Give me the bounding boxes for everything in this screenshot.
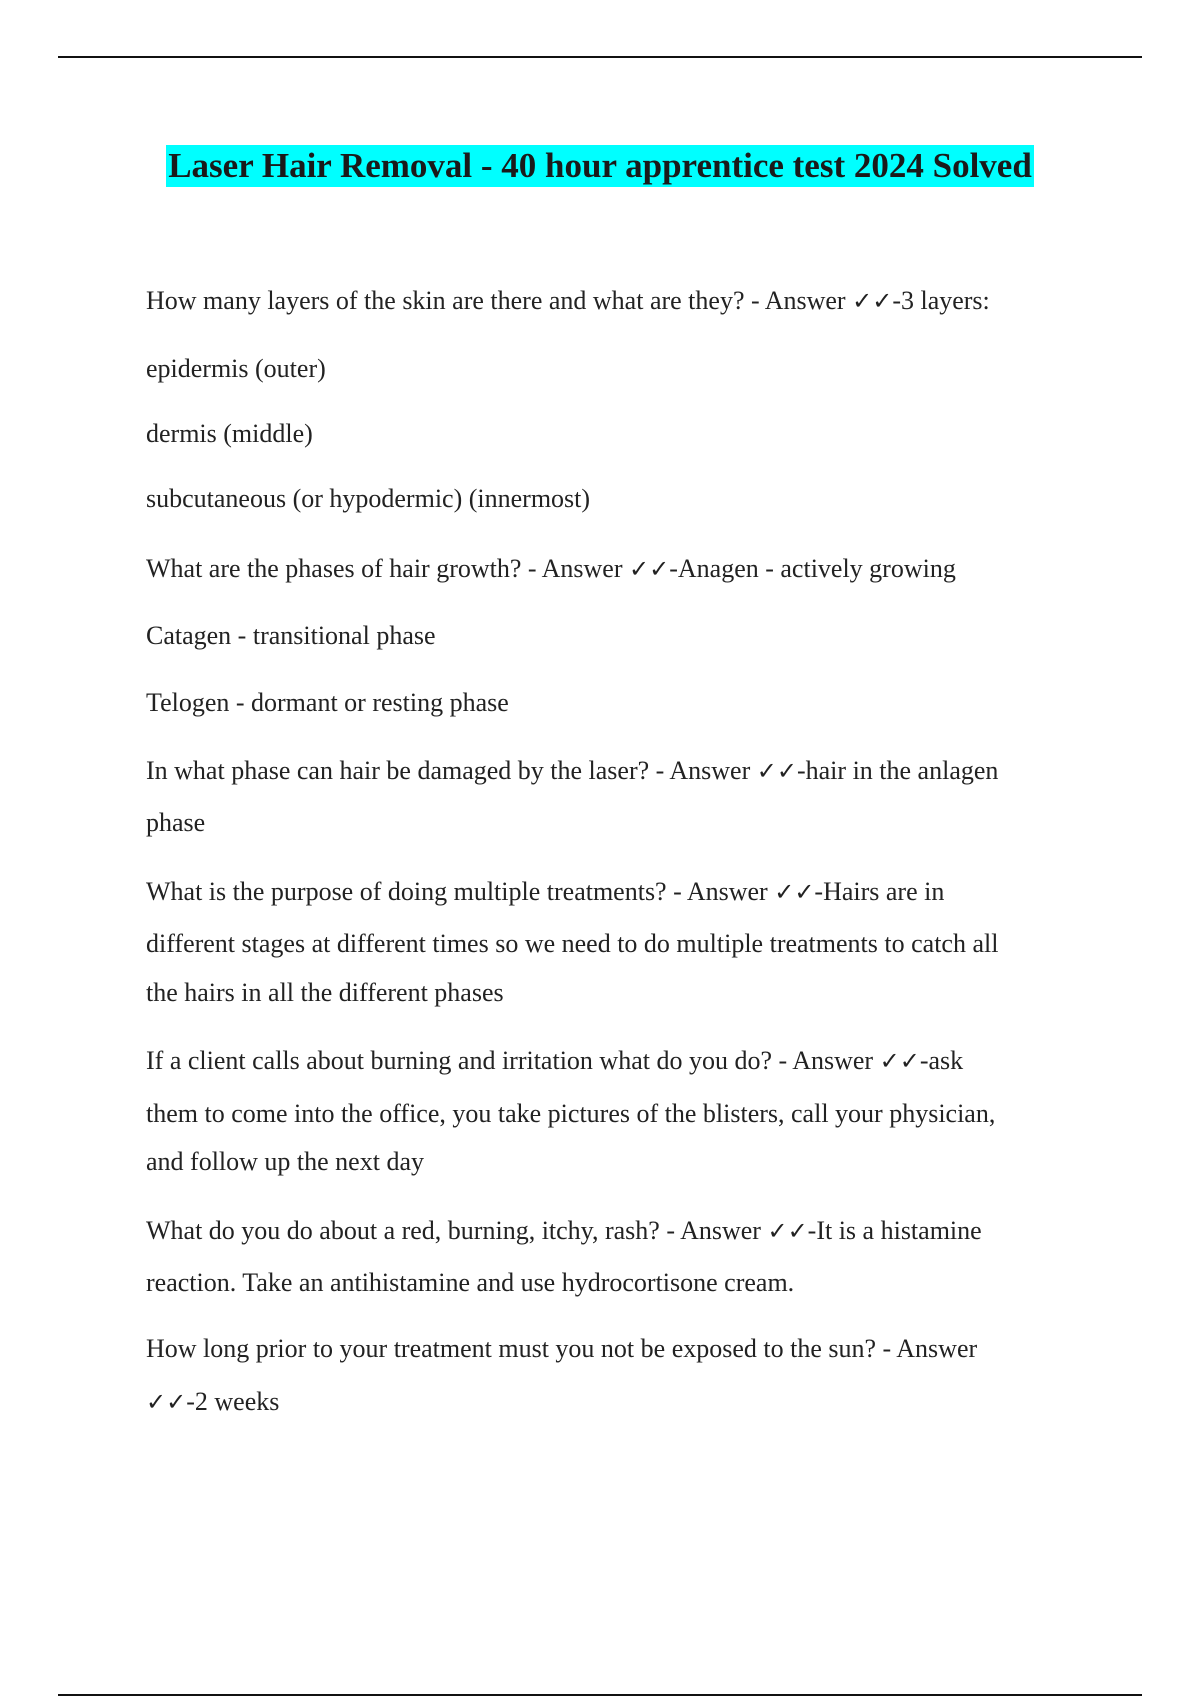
- double-check-icon: ✓✓: [146, 1388, 187, 1416]
- qa-2-answer-line: Telogen - dormant or resting phase: [146, 688, 509, 717]
- qa-6-answer-line: reaction. Take an antihistamine and use hydrocortisone cream.: [146, 1268, 795, 1297]
- qa-2-question: What are the phases of hair growth? -: [146, 554, 542, 583]
- qa-5-answer-line: and follow up the next day: [146, 1147, 424, 1176]
- double-check-icon: ✓✓: [774, 878, 815, 906]
- double-check-icon: ✓✓: [767, 1217, 808, 1245]
- double-check-icon: ✓✓: [629, 555, 670, 583]
- qa-3-answer: -hair in the anlagen: [796, 756, 999, 785]
- qa-7-answer-line: [146, 1387, 279, 1417]
- answer-label: Answer: [541, 554, 623, 583]
- answer-label: Answer: [686, 877, 768, 906]
- qa-4-answer: -Hairs are in: [814, 877, 945, 906]
- title-block: [0, 145, 1200, 187]
- qa-1-question-line: [146, 286, 990, 316]
- qa-5-answer: -ask: [919, 1046, 964, 1075]
- qa-7-question: How long prior to your treatment must you not be exposed to the sun? -: [146, 1334, 897, 1363]
- answer-label: Answer: [669, 756, 751, 785]
- qa-6-question-line: [146, 1216, 982, 1246]
- qa-7-answer: -2 weeks: [186, 1387, 280, 1416]
- top-rule: [58, 56, 1142, 58]
- qa-1-answer-line: subcutaneous (or hypodermic) (innermost): [146, 484, 591, 513]
- answer-label: Answer: [680, 1216, 761, 1245]
- double-check-icon: ✓✓: [879, 1047, 920, 1075]
- qa-6-question: What do you do about a red, burning, itchy, rash? -: [146, 1216, 681, 1245]
- qa-5-answer-line: them to come into the office, you take pictures of the blisters, call your physician,: [146, 1099, 996, 1128]
- qa-2-answer-line: Catagen - transitional phase: [146, 621, 436, 650]
- document-title: Laser Hair Removal - 40 hour apprentice test 2024 Solved: [168, 146, 1032, 185]
- qa-3-question: In what phase can hair be damaged by the laser? -: [146, 756, 670, 785]
- qa-1-question: How many layers of the skin are there and what are they? -: [146, 286, 765, 315]
- qa-4-question: What is the purpose of doing multiple treatments? -: [146, 877, 687, 906]
- qa-1-answer-line: dermis (middle): [146, 419, 313, 448]
- qa-5-question: If a client calls about burning and irritation what do you do? -: [146, 1046, 793, 1075]
- qa-1-answer-line: epidermis (outer): [146, 354, 326, 383]
- double-check-icon: ✓✓: [756, 757, 797, 785]
- qa-5-question-line: [146, 1046, 963, 1076]
- qa-6-answer: -It is a histamine: [807, 1216, 982, 1245]
- qa-4-answer-line: different stages at different times so we need to do multiple treatments to catch all: [146, 929, 999, 958]
- qa-2-question-line: [146, 554, 956, 584]
- qa-2-answer: -Anagen - actively growing: [669, 554, 956, 583]
- answer-label: Answer: [764, 286, 846, 315]
- qa-3-question-line: [146, 756, 998, 786]
- bottom-rule: [58, 1694, 1142, 1696]
- qa-4-question-line: [146, 877, 944, 907]
- qa-1-answer: -3 layers:: [892, 286, 990, 315]
- answer-label: Answer: [792, 1046, 874, 1075]
- double-check-icon: ✓✓: [852, 287, 893, 315]
- qa-4-answer-line: the hairs in all the different phases: [146, 978, 504, 1007]
- answer-label: Answer: [896, 1334, 978, 1363]
- qa-3-answer-line: phase: [146, 808, 206, 837]
- qa-7-question-line: [146, 1334, 977, 1364]
